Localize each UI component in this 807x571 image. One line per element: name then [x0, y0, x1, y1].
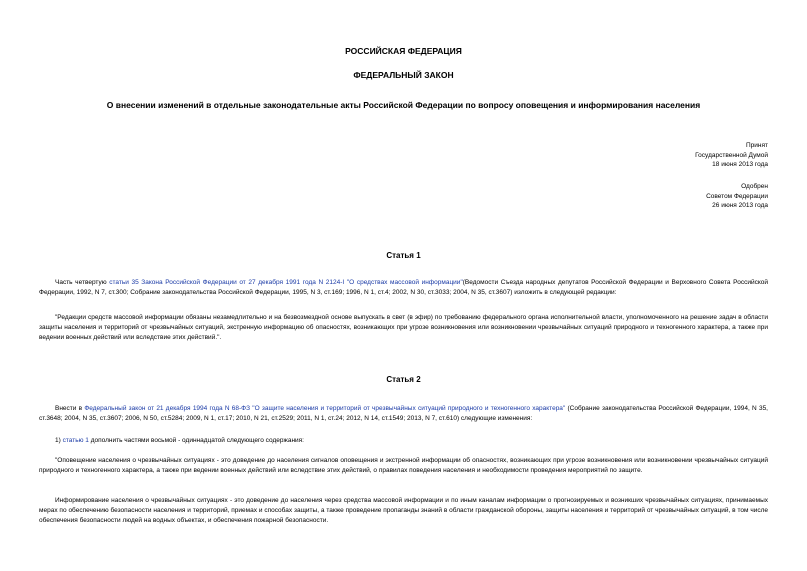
approval-line: Советом Федерации — [706, 192, 768, 200]
article-2-paragraph-informing: Информирование населения о чрезвычайных ситуациях - это доведение до населения через средства массовой информации и по иным каналам информации о прогнозируемых и возникших чрезвычайных ситуациях, принимаемых мерах по обеспечению безопасности населения и территорий, приемах и способах защиты, а также проведение пропаганды знаний в области гражданской обороны, защиты населения и территорий от чрезвычайных ситуаций, в том числе обеспечения безопасности людей на водных объектах, и обеспечения пожарной безопасности. — [39, 497, 768, 524]
article-2-heading: Статья 2 — [386, 375, 421, 384]
law-type-heading: ФЕДЕРАЛЬНЫЙ ЗАКОН — [353, 70, 454, 80]
law-link[interactable]: Федеральный закон от 21 декабря 1994 года N 68-ФЗ "О защите населения и территорий от чрезвычайных ситуаций природного и техногенного характера" — [84, 405, 566, 412]
approval-date: 26 июня 2013 года — [712, 202, 768, 209]
text-segment: (Собрание законодательства Российской Федерации, 1994, N 35, ст.3648; 2004, N 35, ст.3607; 2006, N 50, ст.5284; 2009, N 1, ст.17; 2010, N 21, ст.2529; 2011, N 1, ст.24; 2012, N 14, ст.1549; 2013, N 7, ст.610) следующие изменения: — [39, 405, 768, 422]
law-title: О внесении изменений в отдельные законодательные акты Российской Федерации по вопросу оповещения и информирования населения — [106, 100, 701, 110]
adoption-line: Государственной Думой — [695, 151, 768, 159]
article-1-heading: Статья 1 — [386, 251, 421, 260]
adoption-line: Принят — [745, 142, 768, 149]
country-heading: РОССИЙСКАЯ ФЕДЕРАЦИЯ — [345, 46, 462, 56]
article-link[interactable]: статью 1 — [62, 437, 89, 444]
text-segment: Внести в — [55, 405, 85, 412]
text-segment: Часть четвертую — [55, 279, 110, 286]
article-2-quote: "Оповещение населения о чрезвычайных ситуациях - это доведение до населения сигналов оповещения и экстренной информации об опасностях, возникающих при угрозе возникновения или возникновении чрезвычайных ситуаций природного и техногенного характера, а также при ведении военных действий или вследствие этих действий, о правилах поведения населения и необходимости проведения мероприятий по защите. — [39, 457, 768, 474]
law-link[interactable]: статьи 35 Закона Российской Федерации от 27 декабря 1991 года N 2124-I "О средствах массовой информации" — [109, 279, 463, 286]
adoption-date: 18 июня 2013 года — [712, 161, 768, 168]
approval-block — [706, 182, 768, 211]
approval-line: Одобрен — [741, 183, 768, 190]
text-segment: 1) — [55, 437, 63, 444]
text-segment: (Ведомости Съезда народных депутатов Российской Федерации и Верховного Совета Российской Федерации, 1992, N 7, ст.300; Собрание законодательства Российской Федерации, 1995, N 3, ст.169; 1996, N 1, ст.4; 2002, N 30, ст.3033; 2004, N 35, ст.3607) изложить в следующей редакции: — [39, 279, 768, 296]
text-segment: дополнить частями восьмой - одиннадцатой следующего содержания: — [88, 437, 304, 444]
article-2-paragraph — [39, 404, 768, 424]
adoption-block — [695, 141, 768, 170]
article-1-quote: "Редакции средств массовой информации обязаны незамедлительно и на безвозмездной основе выпускать в свет (в эфир) по требованию федерального органа исполнительной власти, уполномоченного на решение задач в области защиты населения и территорий от чрезвычайных ситуаций, экстренную информацию об опасностях, возникающих при угрозе возникновения или возникновении чрезвычайных ситуаций природного и техногенного характера, а также при ведении военных действий или вследствие этих действий.". — [39, 314, 768, 341]
article-1-paragraph — [39, 278, 768, 298]
article-2-item-1 — [39, 436, 768, 446]
